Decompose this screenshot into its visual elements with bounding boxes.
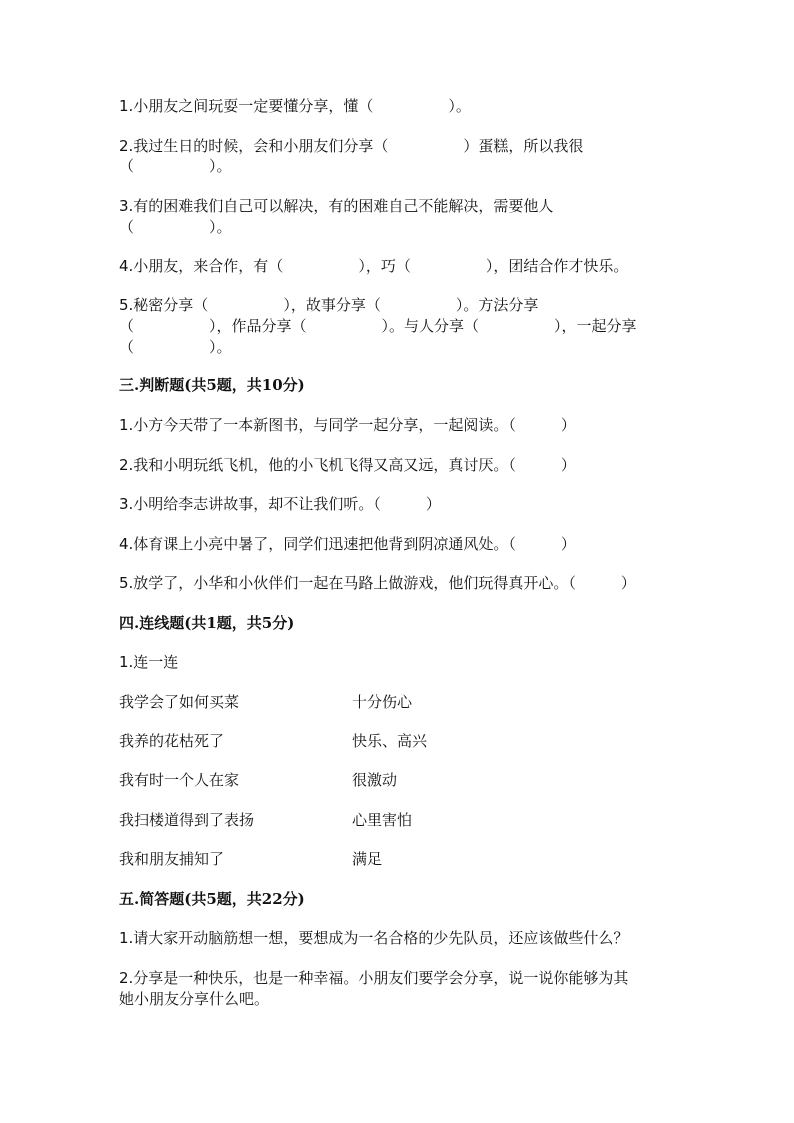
match-right-4: 心里害怕 — [352, 811, 413, 829]
match-left-2: 我养的花枯死了 — [119, 732, 225, 750]
judge-item-2: 2.我和小明玩纸飞机，他的小飞机飞得又高又远，真讨厌。（ ） — [119, 456, 576, 474]
fill-question-3-line-2: （ ）。 — [119, 218, 232, 236]
short-section-title: 五.简答题(共5题，共22分) — [119, 890, 305, 908]
match-section-title: 四.连线题(共1题，共5分) — [119, 614, 295, 632]
match-left-5: 我和朋友捕知了 — [119, 850, 225, 868]
match-left-3: 我有时一个人在家 — [119, 771, 240, 789]
match-right-5: 满足 — [352, 850, 383, 868]
short-question-1: 1.请大家开动脑筋想一想，要想成为一名合格的少先队员，还应该做些什么？ — [119, 929, 629, 947]
match-right-1: 十分伤心 — [352, 693, 413, 711]
fill-question-2-line-2: （ ）。 — [119, 157, 232, 175]
fill-question-2-line-1: 2.我过生日的时候，会和小朋友们分享（ ）蛋糕，所以我很 — [119, 137, 584, 155]
match-left-1: 我学会了如何买菜 — [119, 693, 240, 711]
match-question: 1.连一连 — [119, 653, 179, 671]
judge-item-3: 3.小明给李志讲故事，却不让我们听。（ ） — [119, 495, 441, 513]
match-right-2: 快乐、高兴 — [352, 732, 428, 750]
short-question-2-line-2: 她小朋友分享什么吧。 — [119, 990, 270, 1008]
judge-section-title: 三.判断题(共5题，共10分) — [119, 376, 305, 394]
fill-question-5-line-3: （ ）。 — [119, 338, 232, 356]
fill-question-5-line-1: 5.秘密分享（ ），故事分享（ ）。方法分享 — [119, 296, 539, 314]
short-question-2-line-1: 2.分享是一种快乐，也是一种幸福。小朋友们要学会分享，说一说你能够为其 — [119, 969, 629, 987]
judge-item-5: 5.放学了，小华和小伙伴们一起在马路上做游戏，他们玩得真开心。（ ） — [119, 574, 636, 592]
fill-question-1: 1.小朋友之间玩耍一定要懂分享，懂（ ）。 — [119, 97, 471, 115]
fill-question-5-line-2: （ ），作品分享（ ）。与人分享（ ），一起分享 — [119, 317, 637, 335]
judge-item-1: 1.小方今天带了一本新图书，与同学一起分享，一起阅读。（ ） — [119, 416, 576, 434]
match-left-4: 我扫楼道得到了表扬 — [119, 811, 255, 829]
fill-question-4: 4.小朋友，来合作，有（ ），巧（ ），团结合作才快乐。 — [119, 257, 629, 275]
judge-item-4: 4.体育课上小亮中暑了，同学们迅速把他背到阴凉通风处。（ ） — [119, 535, 576, 553]
match-right-3: 很激动 — [352, 771, 398, 789]
fill-question-3-line-1: 3.有的困难我们自己可以解决，有的困难自己不能解决，需要他人 — [119, 197, 554, 215]
